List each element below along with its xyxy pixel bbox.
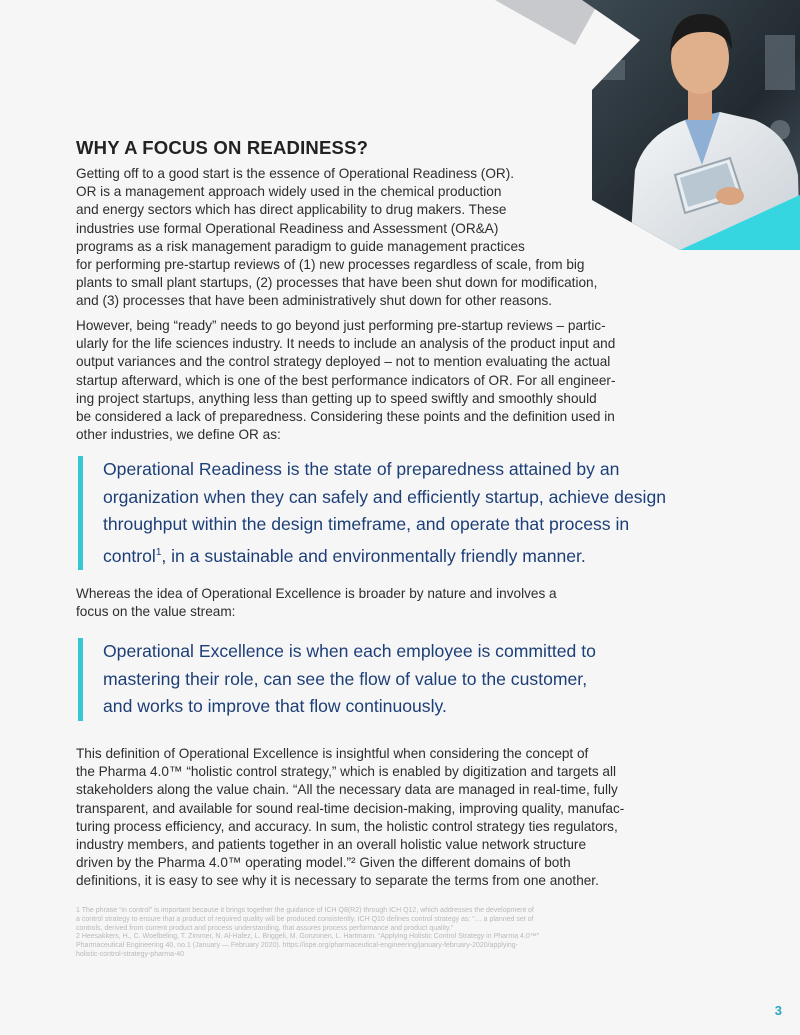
quote-text: control [103, 545, 156, 566]
section-heading: WHY A FOCUS ON READINESS? [76, 137, 369, 158]
quote-line: Operational Excellence is when each employee is committed to [103, 641, 596, 661]
quote-line: and works to improve that flow continuously. [103, 696, 447, 716]
footnote-line: Pharmaceutical Engineering 40, no.1 (January — February 2020). https://ispe.org/pharmaceutical-engineering/january-february-2020/applying- [76, 942, 519, 950]
text-line: other industries, we define OR as: [76, 427, 281, 443]
quote-text: , in a sustainable and environmentally friendly manner. [161, 545, 586, 566]
quote-line: organization when they can safely and efficiently startup, achieve design [103, 486, 667, 507]
pull-quote-operational-readiness [78, 456, 666, 570]
footnote-line: controls, derived from current product and process understanding, that assures process performance and product quality.” [76, 924, 454, 932]
text-line: turing process efficiency, and accuracy. In sum, the holistic control strategy ties regulators, [76, 818, 618, 834]
text-line: and energy sectors which has direct applicability to drug makers. These [76, 202, 507, 218]
quote-line: Operational Readiness is the state of preparedness attained by an [103, 459, 620, 479]
pull-quote-operational-excellence [78, 638, 596, 721]
text-line: definitions, it is easy to see why it is necessary to separate the terms from one another. [76, 873, 599, 889]
text-line: be considered a lack of preparedness. Considering these points and the definition used in [76, 409, 615, 425]
text-line: industry members, and patients together in an overall holistic value network structure [76, 837, 587, 853]
text-line: OR is a management approach widely used in the chemical production [76, 184, 502, 200]
text-line: driven by the Pharma 4.0™ operating model.”² Given the different domains of both [76, 855, 571, 871]
text-line: Getting off to a good start is the essence of Operational Readiness (OR). [76, 166, 515, 181]
paragraph-operational-readiness-intro [76, 165, 597, 311]
text-line: This definition of Operational Excellence is insightful when considering the concept of [76, 746, 589, 761]
footnote-line: 1 The phrase “in control” is important because it brings together the guidance of ICH Q8(R2) through ICH Q12, which addresses the development of [76, 907, 534, 914]
paragraph-holistic-control-strategy [76, 745, 624, 891]
paragraph-beyond-readiness [76, 317, 615, 444]
footnote-ref-1: 1 [155, 546, 162, 558]
footnote-line: 2 Heesakkers, H., C. Woelbeling, T. Zimmer, N. Al-Hafez, L. Briggeli, M. Gonzonen, L. Hartmann. “Applying Holistic Control Strategy in Pharma 4.0™” [76, 933, 540, 941]
text-line: and (3) processes that have been administratively shut down for other reasons. [76, 293, 553, 309]
footnotes [76, 907, 539, 960]
text-line: focus on the value stream: [76, 604, 236, 620]
quote-line: throughput within the design timeframe, and operate that process in [103, 514, 630, 534]
paragraph-operational-excellence-intro [76, 585, 557, 621]
text-line: ularly for the life sciences industry. It needs to include an analysis of the product input and [76, 336, 616, 352]
text-line: stakeholders along the value chain. “All the necessary data are managed in real-time, fully [76, 782, 618, 798]
text-line: the Pharma 4.0™ “holistic control strategy,” which is enabled by digitization and targets all [76, 764, 616, 780]
text-line: ing project startups, anything less than getting up to speed swiftly and smoothly should [76, 390, 597, 406]
text-line: Whereas the idea of Operational Excellence is broader by nature and involves a [76, 586, 557, 601]
quote-line [103, 539, 666, 570]
footnote-line: holistic-control-strategy-pharma-40 [76, 950, 185, 958]
page-number: 3 [774, 1003, 782, 1018]
footnote-line: a control strategy to ensure that a product of required quality will be produced consistently. ICH Q10 defines control strategy as: “… a planned set of [76, 915, 534, 923]
text-line: for performing pre-startup reviews of (1) new processes regardless of scale, from big [76, 257, 585, 273]
text-line: output variances and the control strategy deployed – not to mention evaluating the actual [76, 354, 611, 370]
text-line: industries use formal Operational Readiness and Assessment (OR&A) [76, 220, 499, 236]
text-line: However, being “ready” needs to go beyond just performing pre-startup reviews – partic- [76, 318, 606, 333]
text-line: plants to small plant startups, (2) processes that have been shut down for modification, [76, 275, 598, 291]
text-line: programs as a risk management paradigm to guide management practices [76, 238, 525, 254]
text-line: transparent, and available for sound real-time decision-making, improving quality, manufac- [76, 800, 625, 816]
text-line: startup afterward, which is one of the best performance indicators of OR. For all engineer- [76, 372, 616, 388]
quote-line: mastering their role, can see the flow of value to the customer, [103, 668, 588, 689]
